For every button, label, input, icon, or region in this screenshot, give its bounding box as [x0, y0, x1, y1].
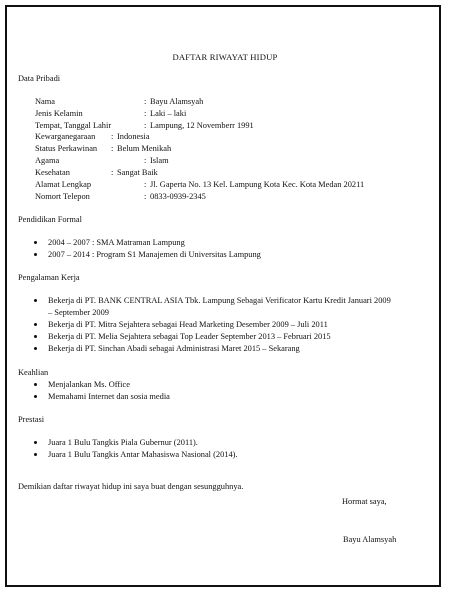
document-title: DAFTAR RIWAYAT HIDUP: [172, 52, 278, 62]
experience-item: Bekerja di PT. Melia Sejahtera sebagai Top Leader September 2013 – Februari 2015: [48, 332, 331, 341]
skill-item: Menjalankan Ms. Office: [48, 380, 130, 389]
personal-label-nationality: Kewarganegaraan: [35, 132, 96, 141]
skill-item: Memahami Internet dan sosia media: [48, 392, 170, 401]
personal-value-nationality: Indonesia: [117, 132, 150, 141]
experience-item-continuation: – September 2009: [48, 308, 109, 317]
experience-item: Bekerja di PT. Mitra Sejahtera sebagai Head Marketing Desember 2009 – Juli 2011: [48, 320, 328, 329]
personal-value-religion: Islam: [150, 156, 169, 165]
achievement-item: Juara 1 Bulu Tangkis Piala Gubernur (2011).: [48, 438, 198, 447]
personal-value-marital: Belum Menikah: [117, 144, 172, 153]
personal-label-name: Nama: [35, 97, 55, 106]
personal-sep-name: :: [144, 97, 147, 106]
section-heading-skills: Keahlian: [18, 368, 49, 377]
personal-label-address: Alamat Lengkap: [35, 180, 92, 189]
personal-sep-nationality: :: [111, 132, 114, 141]
personal-sep-phone: :: [144, 192, 147, 201]
section-heading-personal: Data Pribadi: [18, 74, 61, 83]
closing-statement: Demikian daftar riwayat hidup ini saya buat dengan sesungguhnya.: [18, 482, 244, 491]
section-heading-experience: Pengalaman Kerja: [18, 273, 80, 282]
personal-label-religion: Agama: [35, 156, 60, 165]
experience-item: Bekerja di PT. BANK CENTRAL ASIA Tbk. Lampung Sebagai Verificator Kartu Kredit Januari 2009: [48, 296, 391, 305]
personal-label-birth: Tempat, Tanggal Lahir: [35, 121, 112, 130]
personal-sep-gender: :: [144, 109, 147, 118]
personal-value-health: Sangat Baik: [117, 168, 158, 177]
personal-sep-religion: :: [144, 156, 147, 165]
personal-sep-health: :: [111, 168, 114, 177]
achievement-item: Juara 1 Bulu Tangkis Antar Mahasiswa Nasional (2014).: [48, 450, 238, 459]
personal-value-address: Jl. Gaperta No. 13 Kel. Lampung Kota Kec. Kota Medan 20211: [150, 180, 365, 189]
personal-value-birth: Lampung, 12 Novemberr 1991: [150, 121, 254, 130]
personal-value-name: Bayu Alamsyah: [150, 97, 204, 106]
personal-sep-birth: :: [144, 121, 147, 130]
personal-value-gender: Laki – laki: [150, 109, 187, 118]
personal-sep-marital: :: [111, 144, 114, 153]
education-item: 2004 – 2007 : SMA Matraman Lampung: [48, 238, 185, 247]
personal-sep-address: :: [144, 180, 147, 189]
education-item: 2007 – 2014 : Program S1 Manajemen di Universitas Lampung: [48, 250, 261, 259]
personal-label-marital: Status Perkawinan: [35, 144, 98, 153]
salutation: Hormat saya,: [342, 497, 387, 506]
section-heading-achievements: Prestasi: [18, 415, 45, 424]
personal-label-gender: Jenis Kelamin: [35, 109, 83, 118]
personal-value-phone: 0833-0939-2345: [150, 192, 206, 201]
section-heading-education: Pendidikan Formal: [18, 215, 82, 224]
personal-label-health: Kesehatan: [35, 168, 70, 177]
experience-item: Bekerja di PT. Sinchan Abadi sebagai Administrasi Maret 2015 – Sekarang: [48, 344, 300, 353]
signature-name: Bayu Alamsyah: [343, 535, 397, 544]
personal-label-phone: Nomort Telepon: [35, 192, 90, 201]
